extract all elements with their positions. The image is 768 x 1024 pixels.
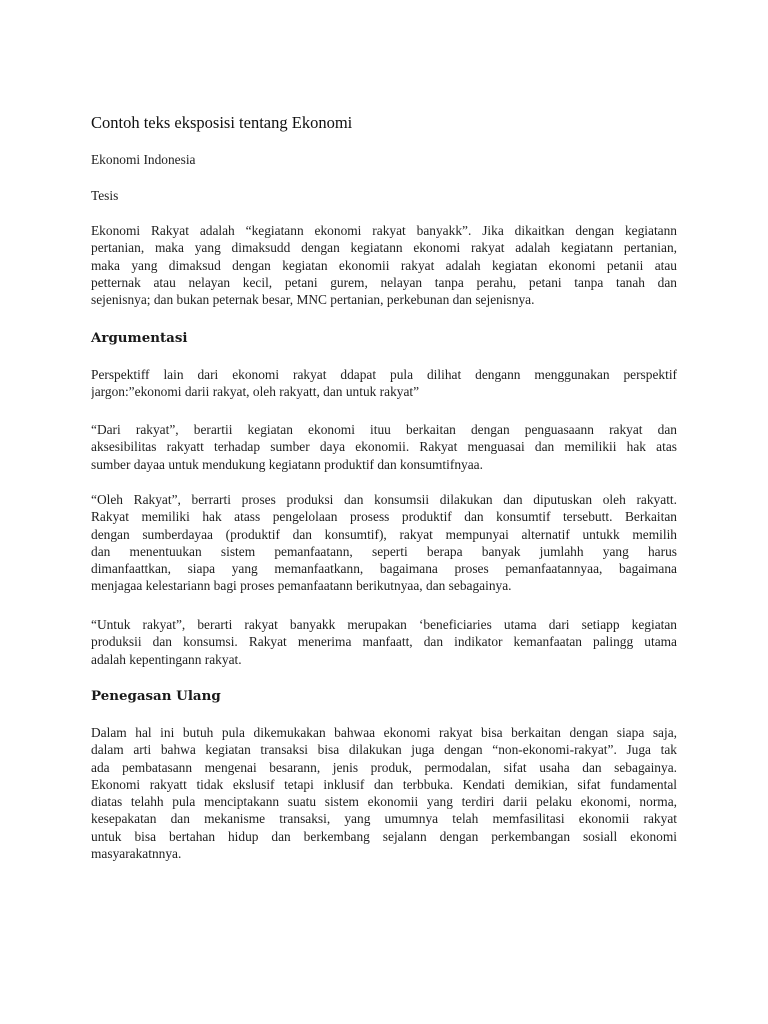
- document-subtitle: Ekonomi Indonesia: [91, 152, 196, 167]
- paragraph-line: sumber dayaa untuk mendukung kegiatann produktif dan konsumtifnyaa.: [91, 456, 483, 472]
- paragraph-line: sejenisnya; dan bukan peternak besar, MNC pertanian, perkebunan dan sejenisnya.: [91, 292, 535, 308]
- paragraph-line: “Untuk rakyat”, berarti rakyat banyakk merupakan ‘beneficiaries utama dari setiapp kegiatan: [91, 617, 677, 632]
- paragraph-line: untuk bisa bertahan hidup dan berkembang sejalann dengan perkembangan sosiall ekonomi: [91, 828, 677, 844]
- document-page: [91, 0, 677, 1024]
- paragraph-line: pertanian, maka yang dimaksudd dengan kegiatann ekonomi rakyat adalah kegiatann pertanian,: [91, 240, 677, 256]
- paragraph-line: dengan sumberdayaa (produktif dan konsumtif), rakyat mempunyai alternatif untukk memilih: [91, 526, 677, 542]
- paragraph-line: maka yang dimaksud dengan kegiatan ekonomii rakyat adalah kegiatan ekonomi petanii atau: [91, 257, 677, 273]
- paragraph-line: jargon:”ekonomi darii rakyat, oleh rakyatt, dan untuk rakyat”: [91, 384, 420, 400]
- heading-penegasan-ulang: Penegasan Ulang: [91, 688, 221, 704]
- paragraph-argumentasi-1: [91, 366, 677, 401]
- paragraph-argumentasi-3: [91, 491, 677, 595]
- paragraph-line: “Dari rakyat”, berartii kegiatan ekonomi ituu berkaitan dengan penguasaann rakyat dan: [91, 422, 677, 437]
- paragraph-penegasan-ulang: [91, 724, 677, 862]
- paragraph-line: Ekonomi Rakyat adalah “kegiatann ekonomi rakyat banyakk”. Jika dikaitkan dengan kegiatann: [91, 223, 677, 238]
- document-title: Contoh teks eksposisi tentang Ekonomi: [91, 113, 353, 132]
- paragraph-argumentasi-4: [91, 616, 677, 668]
- paragraph-line: Dalam hal ini butuh pula dikemukakan bahwaa ekonomi rakyat bisa berkaitan dengan siapa saja,: [91, 725, 677, 740]
- paragraph-line: Perspektiff lain dari ekonomi rakyat ddapat pula dilihat dengann menggunakan perspektif: [91, 367, 677, 382]
- paragraph-line: dalam arti bahwa kegiatan transaksi bisa dilakukan juga dengan “non-ekonomi-rakyat”. Juga tak: [91, 742, 677, 758]
- paragraph-tesis: [91, 222, 677, 308]
- paragraph-line: Rakyat memiliki hak atass pengelolaan prosess produktif dan konsumtif tersebutt. Berkaitan: [91, 509, 677, 525]
- paragraph-line: Ekonomi rakyatt tidak ekslusif tetapi inklusif dan terbbuka. Kendati demikian, sifat fundamental: [91, 776, 677, 792]
- paragraph-line: ada pembatasann mengenai besarann, jenis produk, permodalan, sifat usaha dan sebagainya.: [91, 759, 677, 775]
- paragraph-argumentasi-2: [91, 421, 677, 473]
- paragraph-line: diatas telahh pula menciptakann suatu sistem ekonomii yang terdiri darii pelaku ekonomi, norma,: [91, 794, 677, 810]
- paragraph-line: produksii dan konsumsi. Rakyat menerima manfaatt, dan indikator kemanfaatan palingg utama: [91, 634, 677, 650]
- paragraph-line: “Oleh Rakyat”, berrarti proses produksi dan konsumsii dilakukan dan diputuskan oleh rakyatt.: [91, 492, 677, 507]
- paragraph-line: adalah kepentingann rakyat.: [91, 651, 242, 667]
- section-label-tesis: Tesis: [91, 188, 119, 203]
- paragraph-line: petternak atau nelayan kecil, petani gurem, nelayan tanpa perahu, petani tanpa tanah dan: [91, 274, 677, 290]
- paragraph-line: aksesibilitas rakyatt terhadap sumber daya ekonomii. Rakyat menguasai dan memilikii hak atas: [91, 439, 677, 455]
- heading-argumentasi: Argumentasi: [91, 330, 188, 346]
- paragraph-line: masyarakatnnya.: [91, 846, 182, 862]
- paragraph-line: menjagaa kelestariann bagi proses pemanfaatann berikutnyaa, dan sebagainya.: [91, 578, 512, 594]
- paragraph-line: kesepakatan dan mekanisme transaksi, yang umumnya telah memfasilitasi ekonomii rakyat: [91, 811, 677, 827]
- paragraph-line: dan menentuukan sistem pemanfaatann, seperti berapa banyak jumlahh yang harus: [91, 543, 677, 559]
- paragraph-line: dimanfaattkan, siapa yang memanfaatkann, bagaimana proses pemanfaatannyaa, bagaimana: [91, 561, 677, 577]
